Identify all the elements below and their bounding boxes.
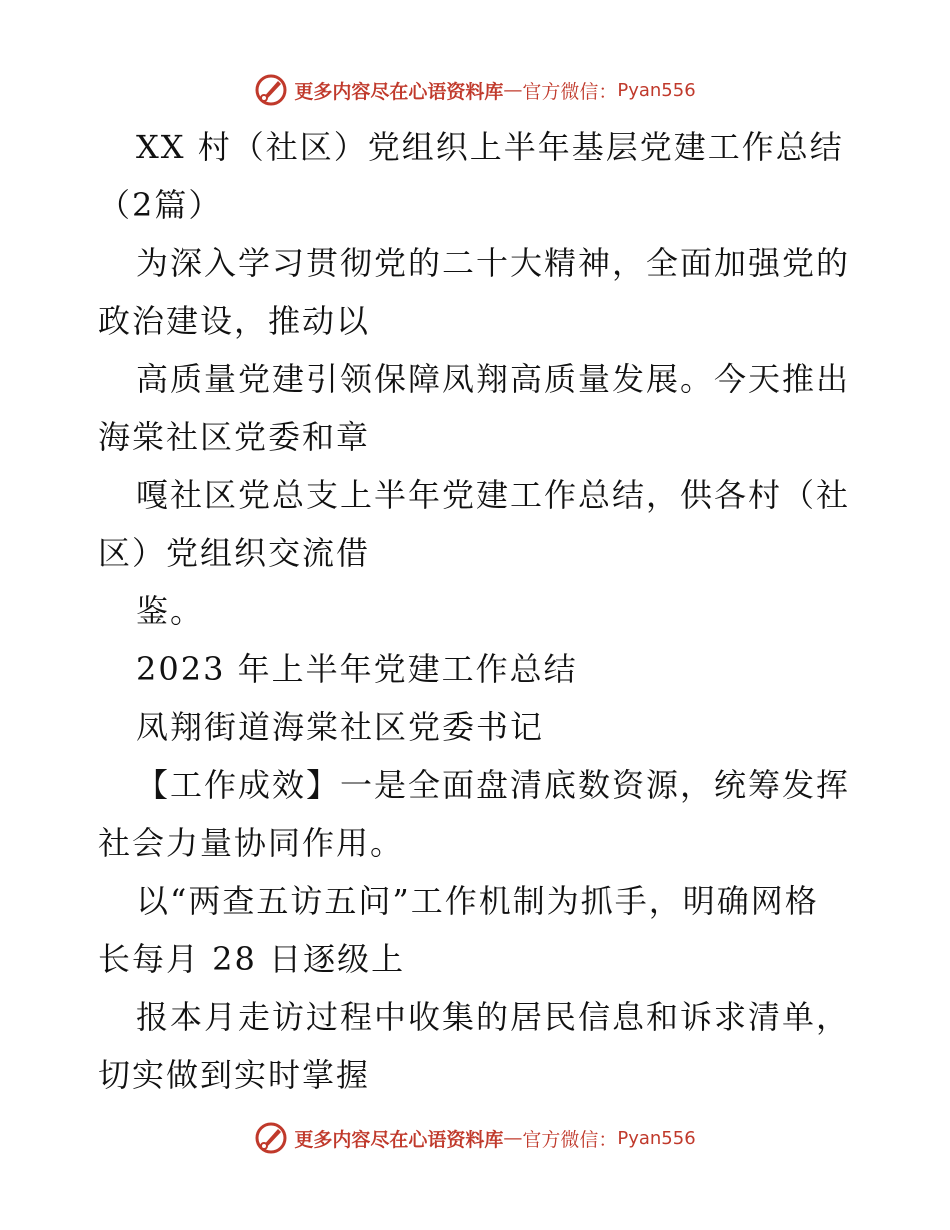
quill-logo-icon xyxy=(254,73,288,107)
header-banner-dash: — xyxy=(503,79,523,101)
doc-title-line-2: （2篇） xyxy=(98,186,223,224)
footer-banner-sub: 官方微信： xyxy=(522,1128,618,1151)
header-banner-sub: 官方微信： xyxy=(522,80,618,103)
document-body xyxy=(98,118,858,1104)
paragraph-line: 【工作成效】一是全面盘清底数资源，统筹发挥 xyxy=(136,766,851,804)
header-banner-text: 更多内容尽在心语资料库 xyxy=(294,80,504,103)
paragraph-line: 海棠社区党委和章 xyxy=(98,418,371,456)
paragraph-line: 社会力量协同作用。 xyxy=(98,824,405,862)
paragraph-line: 政治建设，推动以 xyxy=(98,302,371,340)
paragraph-line: 以“两查五访五问”工作机制为抓手，明确网格 xyxy=(136,882,819,920)
paragraph-line: 嘎社区党总支上半年党建工作总结，供各村（社 xyxy=(136,476,851,514)
paragraph-line: 长每月 28 日逐级上 xyxy=(98,940,406,978)
footer-banner-dash: — xyxy=(503,1127,523,1149)
paragraph-line: 报本月走访过程中收集的居民信息和诉求清单， xyxy=(136,998,851,1036)
header-watermark-banner xyxy=(0,70,950,110)
paragraph-line: 区）党组织交流借 xyxy=(98,534,371,572)
paragraph-line: 高质量党建引领保障凤翔高质量发展。今天推出 xyxy=(136,360,851,398)
footer-watermark-banner xyxy=(0,1118,950,1158)
section-title: 2023 年上半年党建工作总结 xyxy=(136,650,578,688)
paragraph-line: 鉴。 xyxy=(136,592,205,630)
doc-title-line-1: XX 村（社区）党组织上半年基层党建工作总结 xyxy=(136,128,844,166)
footer-banner-id: Pyan556 xyxy=(617,1127,696,1149)
section-author: 凤翔街道海棠社区党委书记 xyxy=(136,708,545,746)
paragraph-line: 为深入学习贯彻党的二十大精神，全面加强党的 xyxy=(136,244,851,282)
paragraph-line: 切实做到实时掌握 xyxy=(98,1056,371,1094)
quill-logo-icon xyxy=(254,1121,288,1155)
header-banner-id: Pyan556 xyxy=(617,79,696,101)
footer-banner-text: 更多内容尽在心语资料库 xyxy=(294,1128,504,1151)
